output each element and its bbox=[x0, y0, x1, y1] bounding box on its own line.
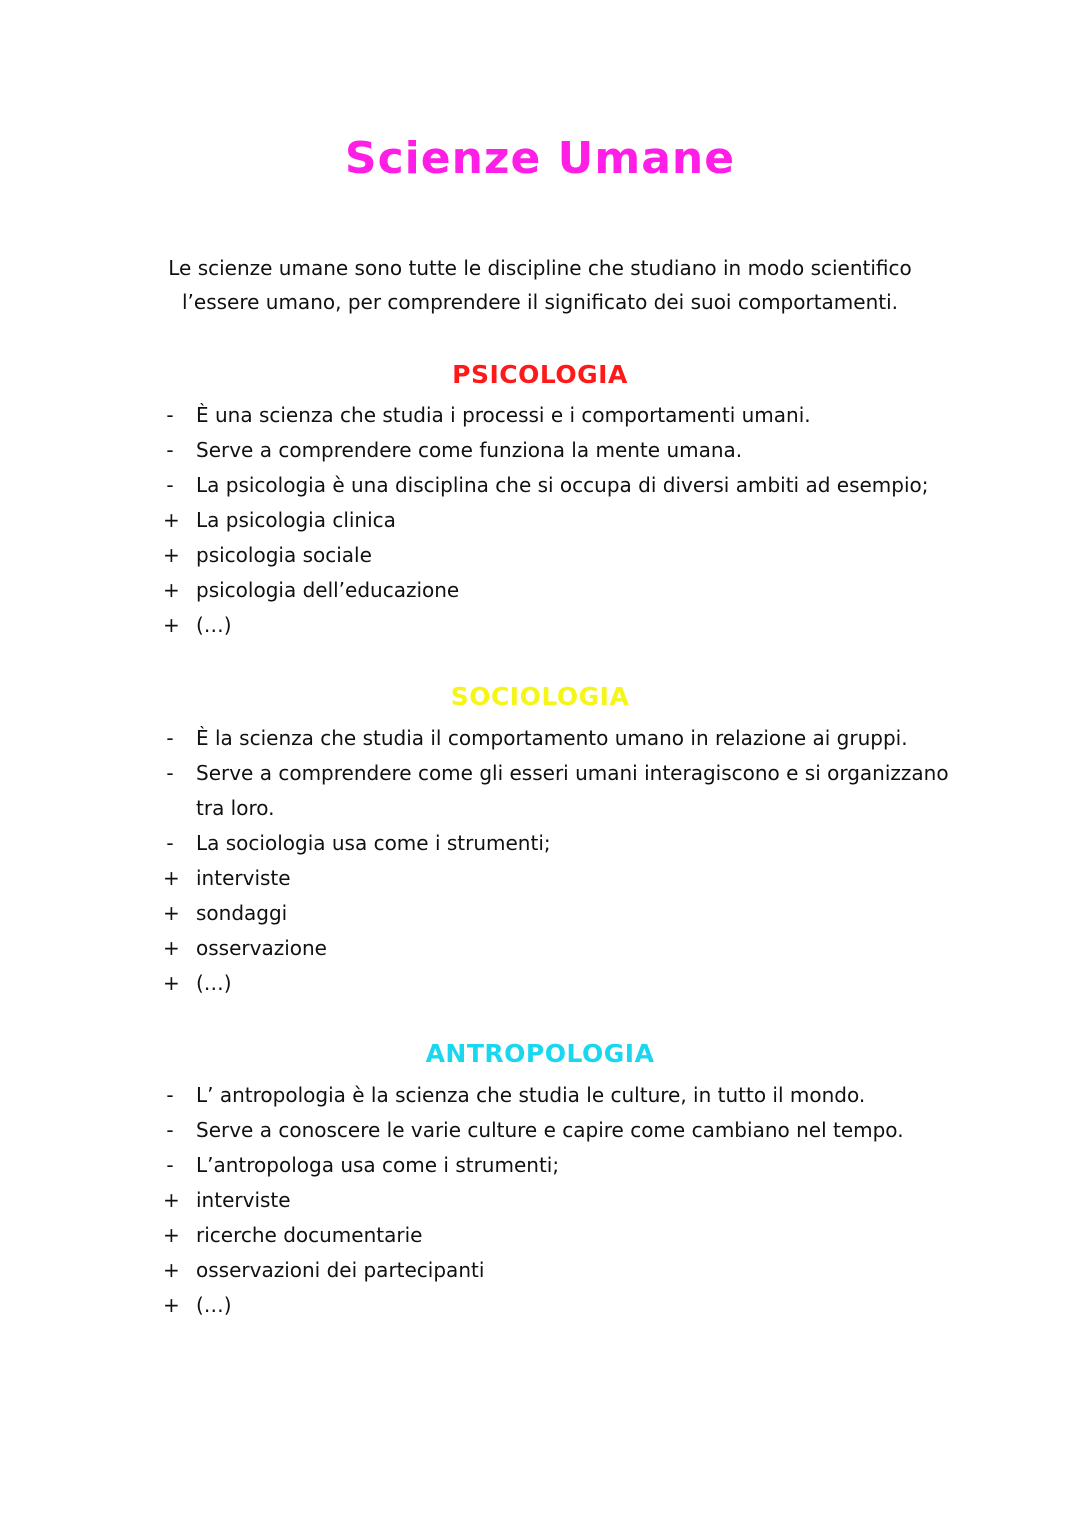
list-item-text: tra loro. bbox=[196, 796, 275, 820]
plus-bullet-icon: + bbox=[163, 971, 180, 995]
dash-bullet-icon: - bbox=[166, 1153, 174, 1177]
list-item-text: osservazioni dei partecipanti bbox=[196, 1258, 485, 1282]
dash-bullet-icon: - bbox=[166, 726, 174, 750]
plus-bullet-icon: + bbox=[163, 1188, 180, 1212]
intro-line-2: l’essere umano, per comprendere il significato dei suoi comportamenti. bbox=[181, 290, 899, 314]
list-item-text: (…) bbox=[196, 613, 232, 637]
page-title: Scienze Umane bbox=[344, 133, 736, 184]
plus-bullet-icon: + bbox=[163, 543, 180, 567]
list-item-text: È una scienza che studia i processi e i comportamenti umani. bbox=[196, 403, 811, 427]
section-heading-sociologia: SOCIOLOGIA bbox=[450, 682, 630, 711]
list-item-text: È la scienza che studia il comportamento umano in relazione ai gruppi. bbox=[196, 726, 908, 750]
list-item-text: interviste bbox=[196, 866, 291, 890]
list-item-text: ricerche documentarie bbox=[196, 1223, 423, 1247]
dash-bullet-icon: - bbox=[166, 1083, 174, 1107]
list-item-text: Serve a comprendere come gli esseri umani interagiscono e si organizzano bbox=[196, 761, 949, 785]
list-item-text: (…) bbox=[196, 1293, 232, 1317]
list-item-text: La psicologia clinica bbox=[196, 508, 396, 532]
plus-bullet-icon: + bbox=[163, 1223, 180, 1247]
plus-bullet-icon: + bbox=[163, 936, 180, 960]
list-item-text: osservazione bbox=[196, 936, 327, 960]
plus-bullet-icon: + bbox=[163, 1258, 180, 1282]
list-item-text: La sociologia usa come i strumenti; bbox=[196, 831, 551, 855]
list-item-text: Serve a conoscere le varie culture e capire come cambiano nel tempo. bbox=[196, 1118, 904, 1142]
list-item-text: sondaggi bbox=[196, 901, 288, 925]
list-item-text: L’antropologa usa come i strumenti; bbox=[196, 1153, 560, 1177]
dash-bullet-icon: - bbox=[166, 761, 174, 785]
dash-bullet-icon: - bbox=[166, 473, 174, 497]
list-item-text: interviste bbox=[196, 1188, 291, 1212]
list-item-text: psicologia sociale bbox=[196, 543, 372, 567]
list-item-text: Serve a comprendere come funziona la mente umana. bbox=[196, 438, 743, 462]
dash-bullet-icon: - bbox=[166, 438, 174, 462]
plus-bullet-icon: + bbox=[163, 866, 180, 890]
plus-bullet-icon: + bbox=[163, 901, 180, 925]
plus-bullet-icon: + bbox=[163, 613, 180, 637]
section-heading-antropologia: ANTROPOLOGIA bbox=[425, 1039, 655, 1068]
dash-bullet-icon: - bbox=[166, 403, 174, 427]
section-heading-psicologia: PSICOLOGIA bbox=[452, 360, 628, 389]
dash-bullet-icon: - bbox=[166, 1118, 174, 1142]
intro-line-1: Le scienze umane sono tutte le discipline che studiano in modo scientifico bbox=[168, 256, 912, 280]
list-item-text: (…) bbox=[196, 971, 232, 995]
list-item-text: La psicologia è una disciplina che si occupa di diversi ambiti ad esempio; bbox=[196, 473, 929, 497]
plus-bullet-icon: + bbox=[163, 578, 180, 602]
list-item-text: L’ antropologia è la scienza che studia le culture, in tutto il mondo. bbox=[196, 1083, 866, 1107]
plus-bullet-icon: + bbox=[163, 1293, 180, 1317]
list-item-text: psicologia dell’educazione bbox=[196, 578, 460, 602]
plus-bullet-icon: + bbox=[163, 508, 180, 532]
dash-bullet-icon: - bbox=[166, 831, 174, 855]
